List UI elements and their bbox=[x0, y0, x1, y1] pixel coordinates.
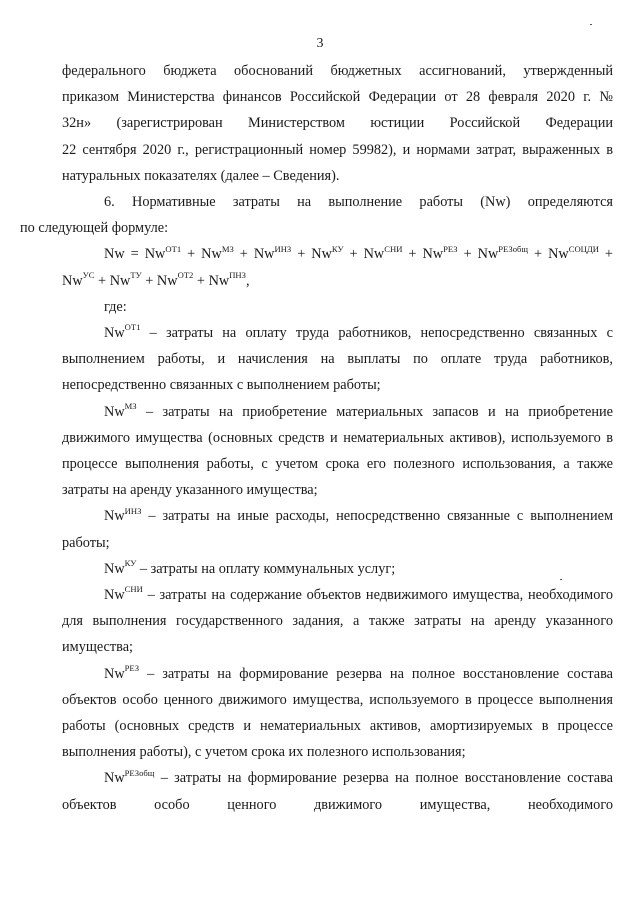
formula-base: Nw bbox=[156, 272, 178, 289]
formula-base: Nw bbox=[253, 246, 275, 263]
definition-symbol bbox=[104, 662, 140, 682]
definition-base: Nw bbox=[104, 770, 125, 787]
where-label: где: bbox=[104, 298, 127, 315]
formula-base: Nw bbox=[109, 272, 131, 289]
intro-paragraph bbox=[62, 58, 613, 189]
formula-plus: + bbox=[598, 246, 613, 263]
formula-term bbox=[422, 243, 458, 263]
definition-base: Nw bbox=[104, 325, 125, 342]
formula-term bbox=[548, 243, 599, 263]
definition-base: Nw bbox=[104, 560, 125, 577]
definition-item bbox=[62, 320, 613, 399]
definition-item bbox=[62, 661, 613, 766]
formula-plus: + bbox=[181, 246, 202, 263]
formula-base: Nw bbox=[144, 246, 166, 263]
definition-text: – затраты на формирование резерва на полное восстановление состава объектов особо ценного движимого имущества, используемого в процессе выполнения работы (основных средств и нематериальных активов, амортизируемых в процессе выполнения работы), с учетом срока их полезного использования; bbox=[62, 665, 613, 761]
definition-symbol bbox=[104, 505, 142, 525]
formula-plus: + bbox=[402, 246, 423, 263]
formula-superscript: ПНЗ bbox=[229, 269, 246, 280]
formula-superscript: ОТ1 bbox=[165, 243, 182, 254]
intro-line: 22 сентября 2020 г., регистрационный номер 59982), и нормами затрат, выраженных в натуральных показателях (далее – Сведения). bbox=[62, 141, 613, 184]
formula-line-2 bbox=[62, 268, 613, 294]
formula-term bbox=[201, 243, 234, 263]
formula-superscript: МЗ bbox=[221, 243, 234, 254]
formula-term bbox=[311, 243, 344, 263]
formula-plus: + bbox=[233, 246, 254, 263]
definition-item bbox=[62, 556, 613, 582]
definition-item bbox=[62, 582, 613, 661]
formula-superscript: УС bbox=[82, 269, 95, 280]
definition-superscript: КУ bbox=[124, 558, 137, 569]
formula-superscript: СНИ bbox=[384, 243, 403, 254]
formula-superscript: РЕЗобщ bbox=[498, 243, 529, 254]
formula-term bbox=[208, 269, 246, 289]
formula-term bbox=[109, 269, 142, 289]
intro-line: приказом Министерства финансов Российской Федерации от 28 февраля 2020 г. № bbox=[62, 89, 613, 106]
formula-lhs: Nw = bbox=[104, 246, 145, 263]
item-6-line: по следующей формуле: bbox=[20, 220, 169, 237]
formula-superscript: ИНЗ bbox=[274, 243, 292, 254]
formula-plus: + bbox=[94, 272, 110, 289]
definition-symbol bbox=[104, 767, 155, 787]
formula-base: Nw bbox=[477, 246, 499, 263]
formula-term bbox=[156, 269, 194, 289]
definition-symbol bbox=[104, 558, 137, 577]
formula-base: Nw bbox=[363, 246, 385, 263]
page-number: 3 bbox=[316, 36, 324, 51]
formula-base: Nw bbox=[201, 246, 222, 263]
formula-superscript: ОТ2 bbox=[177, 269, 194, 280]
formula-term bbox=[477, 243, 529, 263]
formula-base: Nw bbox=[62, 272, 83, 289]
formula-base: Nw bbox=[311, 246, 332, 263]
definition-base: Nw bbox=[104, 665, 125, 682]
item-6 bbox=[20, 189, 613, 241]
definitions-list bbox=[62, 320, 613, 818]
definition-superscript: ИНЗ bbox=[124, 505, 142, 516]
definition-text: – затраты на приобретение материальных запасов и на приобретение движимого имущества (основных средств и нематериальных активов), используемого в процессе выполнения работы, с учетом срока его полезного использования, а также затраты на аренду указанного имущества; bbox=[62, 403, 613, 499]
scan-speck bbox=[590, 24, 592, 25]
formula-base: Nw bbox=[208, 272, 230, 289]
formula-line-1 bbox=[62, 241, 613, 267]
formula-base: Nw bbox=[422, 246, 444, 263]
formula-superscript: СОЦДИ bbox=[568, 243, 599, 254]
formula-term bbox=[62, 269, 95, 289]
formula-plus: + bbox=[193, 272, 209, 289]
item-6-line: 6. Нормативные затраты на выполнение работы (Nw) определяются bbox=[104, 194, 613, 211]
definition-superscript: РЕЗ bbox=[124, 662, 140, 673]
formula-superscript: РЕЗ bbox=[443, 243, 458, 254]
formula-superscript: КУ bbox=[331, 243, 344, 254]
formula bbox=[62, 241, 613, 293]
definition-text: – затраты на оплату коммунальных услуг; bbox=[136, 560, 396, 577]
definition-base: Nw bbox=[104, 587, 125, 604]
definition-item bbox=[62, 765, 613, 817]
definition-item bbox=[62, 503, 613, 555]
definition-text: – затраты на формирование резерва на полное восстановление состава объектов особо ценного движимого имущества, необходимого bbox=[62, 770, 613, 813]
formula-plus: + bbox=[528, 246, 549, 263]
intro-line: 32н» (зарегистрирован Министерством юстиции Российской Федерации bbox=[62, 115, 613, 132]
intro-line: федерального бюджета обоснований бюджетных ассигнований, утвержденный bbox=[62, 63, 613, 79]
definition-symbol bbox=[104, 322, 141, 342]
formula-base: Nw bbox=[548, 246, 569, 263]
formula-plus: + bbox=[141, 272, 157, 289]
document-body bbox=[20, 58, 613, 818]
formula-term bbox=[253, 243, 292, 263]
formula-plus: + bbox=[457, 246, 478, 263]
definition-text: – затраты на иные расходы, непосредственно связанные с выполнением работы; bbox=[62, 508, 613, 551]
formula-plus: + bbox=[291, 246, 312, 263]
definition-superscript: СНИ bbox=[124, 584, 143, 595]
formula-term bbox=[363, 243, 403, 263]
definition-symbol bbox=[104, 400, 137, 420]
definition-superscript: МЗ bbox=[124, 400, 137, 411]
definition-text: – затраты на оплату труда работников, непосредственно связанных с выполнением работы, и начисления на выплаты по оплате труда работников, непосредственно связанных с выполнением работы; bbox=[62, 325, 613, 394]
definition-base: Nw bbox=[104, 403, 125, 420]
definition-text: – затраты на содержание объектов недвижимого имущества, необходимого для выполнения государственного задания, а также затраты на аренду указанного имущества; bbox=[62, 587, 613, 656]
definition-base: Nw bbox=[104, 508, 125, 525]
formula-plus: + bbox=[343, 246, 364, 263]
definition-item bbox=[62, 399, 613, 504]
definition-symbol bbox=[104, 584, 143, 604]
definition-superscript: РЕЗобщ bbox=[124, 767, 155, 778]
formula-superscript: ТУ bbox=[130, 269, 142, 280]
formula-end: , bbox=[245, 272, 250, 289]
definition-superscript: ОТ1 bbox=[124, 322, 141, 333]
formula-term bbox=[144, 243, 182, 263]
